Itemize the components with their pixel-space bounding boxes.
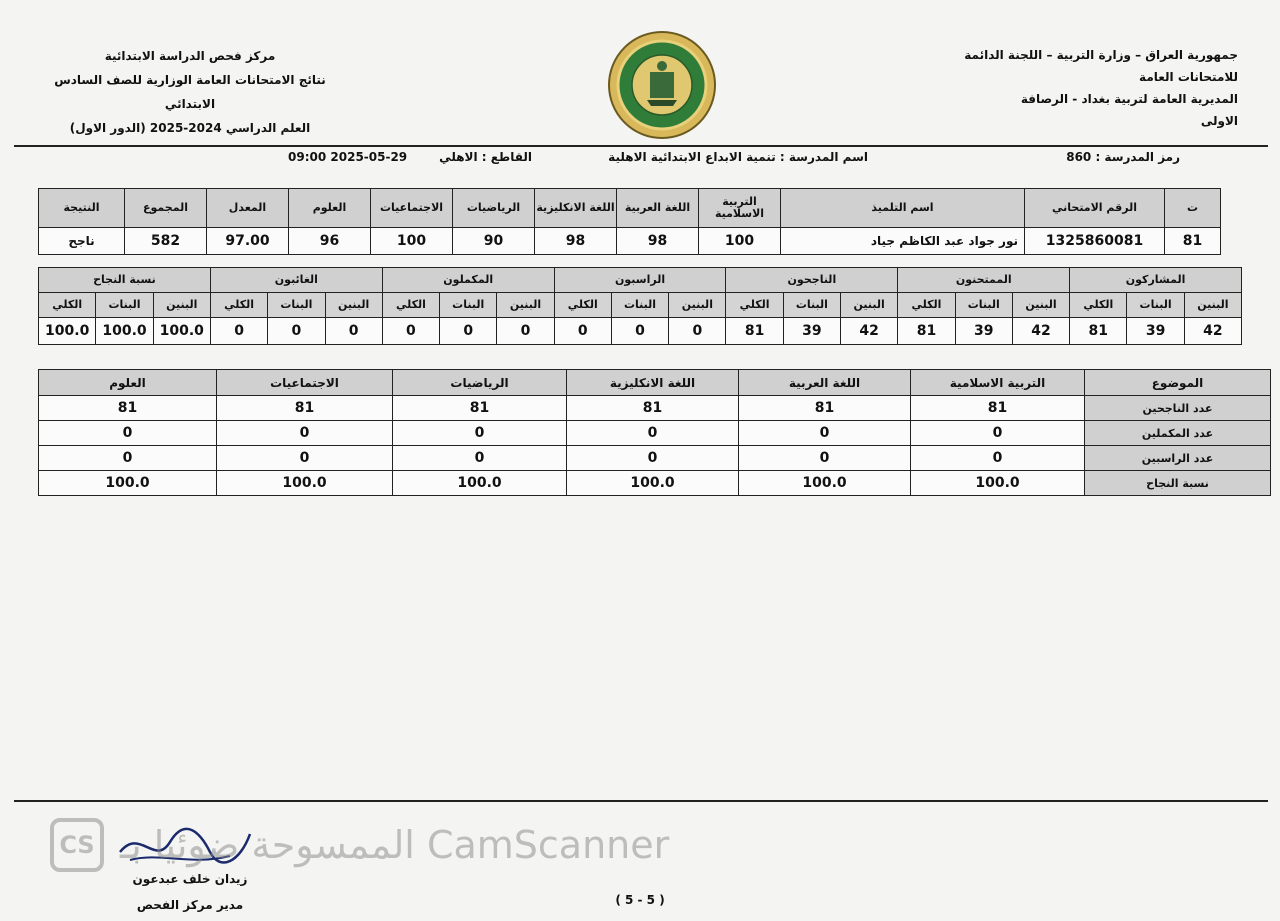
- column-header: اللغة الانكليزية: [535, 189, 617, 228]
- table-cell: 100.0: [153, 318, 210, 345]
- table-row: [39, 421, 1271, 446]
- table-cell: 81: [898, 318, 955, 345]
- table-cell: نور جواد عبد الكاظم جياد: [781, 228, 1025, 255]
- header-line: المديرية العامة لتربية بغداد - الرصافة: [1020, 92, 1238, 106]
- column-header: الرياضيات: [453, 189, 535, 228]
- table-cell: 0: [440, 318, 497, 345]
- column-header: الرقم الامتحاني: [1025, 189, 1165, 228]
- column-header: الاجتماعيات: [371, 189, 453, 228]
- table-cell: 39: [1127, 318, 1184, 345]
- table-cell: 0: [268, 318, 325, 345]
- header-divider: [14, 145, 1268, 147]
- table-cell: 100.0: [39, 318, 96, 345]
- sector: القاطع : الاهلي: [439, 150, 532, 164]
- table-row: [39, 396, 1271, 421]
- table-cell: 81: [39, 396, 217, 421]
- school-statistics-table: [38, 267, 1242, 345]
- table-cell: 0: [217, 446, 393, 471]
- column-header: البنات: [1127, 293, 1184, 318]
- column-header: اسم التلميذ: [781, 189, 1025, 228]
- column-header: اللغة العربية: [617, 189, 699, 228]
- column-header: الرياضيات: [393, 370, 567, 396]
- table-cell: 98: [535, 228, 617, 255]
- table-cell: 0: [393, 421, 567, 446]
- table-cell: 97.00: [207, 228, 289, 255]
- camscanner-logo-icon: CS: [50, 818, 104, 872]
- table-cell: 39: [955, 318, 1012, 345]
- table-cell: 98: [617, 228, 699, 255]
- table-cell: 100.0: [39, 471, 217, 496]
- group-header: الناجحون: [726, 268, 898, 293]
- school-code: رمز المدرسة : 860: [1066, 150, 1180, 164]
- table-cell: 81: [911, 396, 1085, 421]
- column-header: البنين: [153, 293, 210, 318]
- subjects-summary-table: [38, 369, 1271, 496]
- table-cell: 0: [382, 318, 439, 345]
- column-header: البنات: [611, 293, 668, 318]
- column-header: اللغة العربية: [739, 370, 911, 396]
- exam-datetime: 2025-05-29 09:00: [288, 150, 408, 164]
- table-cell: 582: [125, 228, 207, 255]
- table-cell: 81: [726, 318, 783, 345]
- column-header: البنات: [783, 293, 840, 318]
- table-cell: 0: [393, 446, 567, 471]
- table-cell: 100.0: [96, 318, 153, 345]
- footer-divider: [14, 800, 1268, 802]
- table-cell: 0: [325, 318, 382, 345]
- table-cell: 81: [1070, 318, 1127, 345]
- table-row: [39, 446, 1271, 471]
- table-cell: 39: [783, 318, 840, 345]
- group-header: نسبة النجاح: [39, 268, 211, 293]
- table-cell: 0: [497, 318, 554, 345]
- table-cell: 100.0: [393, 471, 567, 496]
- table-cell: 96: [289, 228, 371, 255]
- table-cell: 100.0: [739, 471, 911, 496]
- table-cell: 0: [911, 446, 1085, 471]
- table-cell: 81: [393, 396, 567, 421]
- table-cell: 0: [567, 421, 739, 446]
- table-cell: 0: [39, 446, 217, 471]
- column-header: الاجتماعيات: [217, 370, 393, 396]
- column-header: الكلي: [1070, 293, 1127, 318]
- table-cell: 100.0: [217, 471, 393, 496]
- column-header: المجموع: [125, 189, 207, 228]
- column-header: البنين: [325, 293, 382, 318]
- table-cell: 0: [669, 318, 726, 345]
- table-cell: 42: [1012, 318, 1069, 345]
- table-cell: ناجح: [39, 228, 125, 255]
- table-subheader-row: [39, 293, 1242, 318]
- table-cell: 100: [699, 228, 781, 255]
- signatory-name: زيدان خلف عبدعون: [132, 872, 248, 886]
- column-header: البنات: [268, 293, 325, 318]
- column-header: البنين: [841, 293, 898, 318]
- column-header: الموضوع: [1085, 370, 1271, 396]
- table-cell: 81: [1165, 228, 1221, 255]
- watermark-text: الممسوحة ضوئيا بـ CamScanner: [120, 823, 670, 867]
- table-row: [39, 318, 1242, 345]
- table-cell: 0: [911, 421, 1085, 446]
- column-header: التربية الاسلامية: [911, 370, 1085, 396]
- column-header: البنين: [497, 293, 554, 318]
- table-cell: 0: [567, 446, 739, 471]
- column-header: النتيجة: [39, 189, 125, 228]
- group-header: المكملون: [382, 268, 554, 293]
- column-header: الكلي: [382, 293, 439, 318]
- column-header: الكلي: [554, 293, 611, 318]
- school-name: اسم المدرسة : تنمية الابداع الابتدائية الاهلية: [608, 150, 868, 164]
- table-cell: 90: [453, 228, 535, 255]
- table-header-row: [39, 268, 1242, 293]
- table-cell: 0: [739, 446, 911, 471]
- header-line: العلم الدراسي 2024-2025 (الدور الاول): [69, 121, 311, 135]
- ministry-header: [908, 44, 1238, 132]
- row-header: نسبة النجاح: [1085, 471, 1271, 496]
- table-cell: 100: [371, 228, 453, 255]
- table-cell: 100.0: [911, 471, 1085, 496]
- column-header: التربية الاسلامية: [699, 189, 781, 228]
- column-header: البنات: [440, 293, 497, 318]
- column-header: الكلي: [726, 293, 783, 318]
- column-header: الكلي: [210, 293, 267, 318]
- table-cell: 42: [841, 318, 898, 345]
- table-cell: 0: [739, 421, 911, 446]
- table-row: [39, 471, 1271, 496]
- column-header: البنات: [955, 293, 1012, 318]
- camscanner-watermark: [50, 818, 669, 872]
- table-cell: 0: [611, 318, 668, 345]
- column-header: العلوم: [39, 370, 217, 396]
- header-line: الاولى: [1200, 114, 1238, 128]
- row-header: عدد الراسبين: [1085, 446, 1271, 471]
- column-header: ت: [1165, 189, 1221, 228]
- table-cell: 81: [217, 396, 393, 421]
- row-header: عدد الناجحين: [1085, 396, 1271, 421]
- column-header: الكلي: [39, 293, 96, 318]
- table-cell: 81: [739, 396, 911, 421]
- table-cell: 42: [1184, 318, 1241, 345]
- table-header-row: [39, 189, 1221, 228]
- group-header: المشاركون: [1070, 268, 1242, 293]
- student-result-table: [38, 188, 1221, 255]
- table-cell: 100.0: [567, 471, 739, 496]
- table-cell: 0: [554, 318, 611, 345]
- header-line: جمهورية العراق – وزارة التربية – اللجنة الدائمة للامتحانات العامة: [964, 48, 1238, 84]
- column-header: الكلي: [898, 293, 955, 318]
- ministry-seal-icon: [607, 30, 717, 140]
- table-cell: 1325860081: [1025, 228, 1165, 255]
- table-cell: 81: [567, 396, 739, 421]
- signatory-title: مدير مركز الفحص: [136, 898, 244, 912]
- column-header: العلوم: [289, 189, 371, 228]
- column-header: اللغة الانكليزية: [567, 370, 739, 396]
- header-line: نتائج الامتحانات العامة الوزارية للصف السادس الابتدائي: [54, 73, 326, 111]
- table-cell: 0: [210, 318, 267, 345]
- group-header: الغائبون: [210, 268, 382, 293]
- column-header: البنين: [1184, 293, 1241, 318]
- table-header-row: [39, 370, 1271, 396]
- row-header: عدد المكملين: [1085, 421, 1271, 446]
- table-cell: 0: [39, 421, 217, 446]
- header-line: مركز فحص الدراسة الابتدائية: [104, 49, 276, 63]
- group-header: الراسبون: [554, 268, 726, 293]
- table-cell: 0: [217, 421, 393, 446]
- table-row: [39, 228, 1221, 255]
- exam-center-header: [30, 44, 350, 140]
- column-header: البنات: [96, 293, 153, 318]
- page-number: ( 5 - 5 ): [615, 893, 665, 907]
- column-header: البنين: [1012, 293, 1069, 318]
- group-header: الممتحنون: [898, 268, 1070, 293]
- column-header: البنين: [669, 293, 726, 318]
- column-header: المعدل: [207, 189, 289, 228]
